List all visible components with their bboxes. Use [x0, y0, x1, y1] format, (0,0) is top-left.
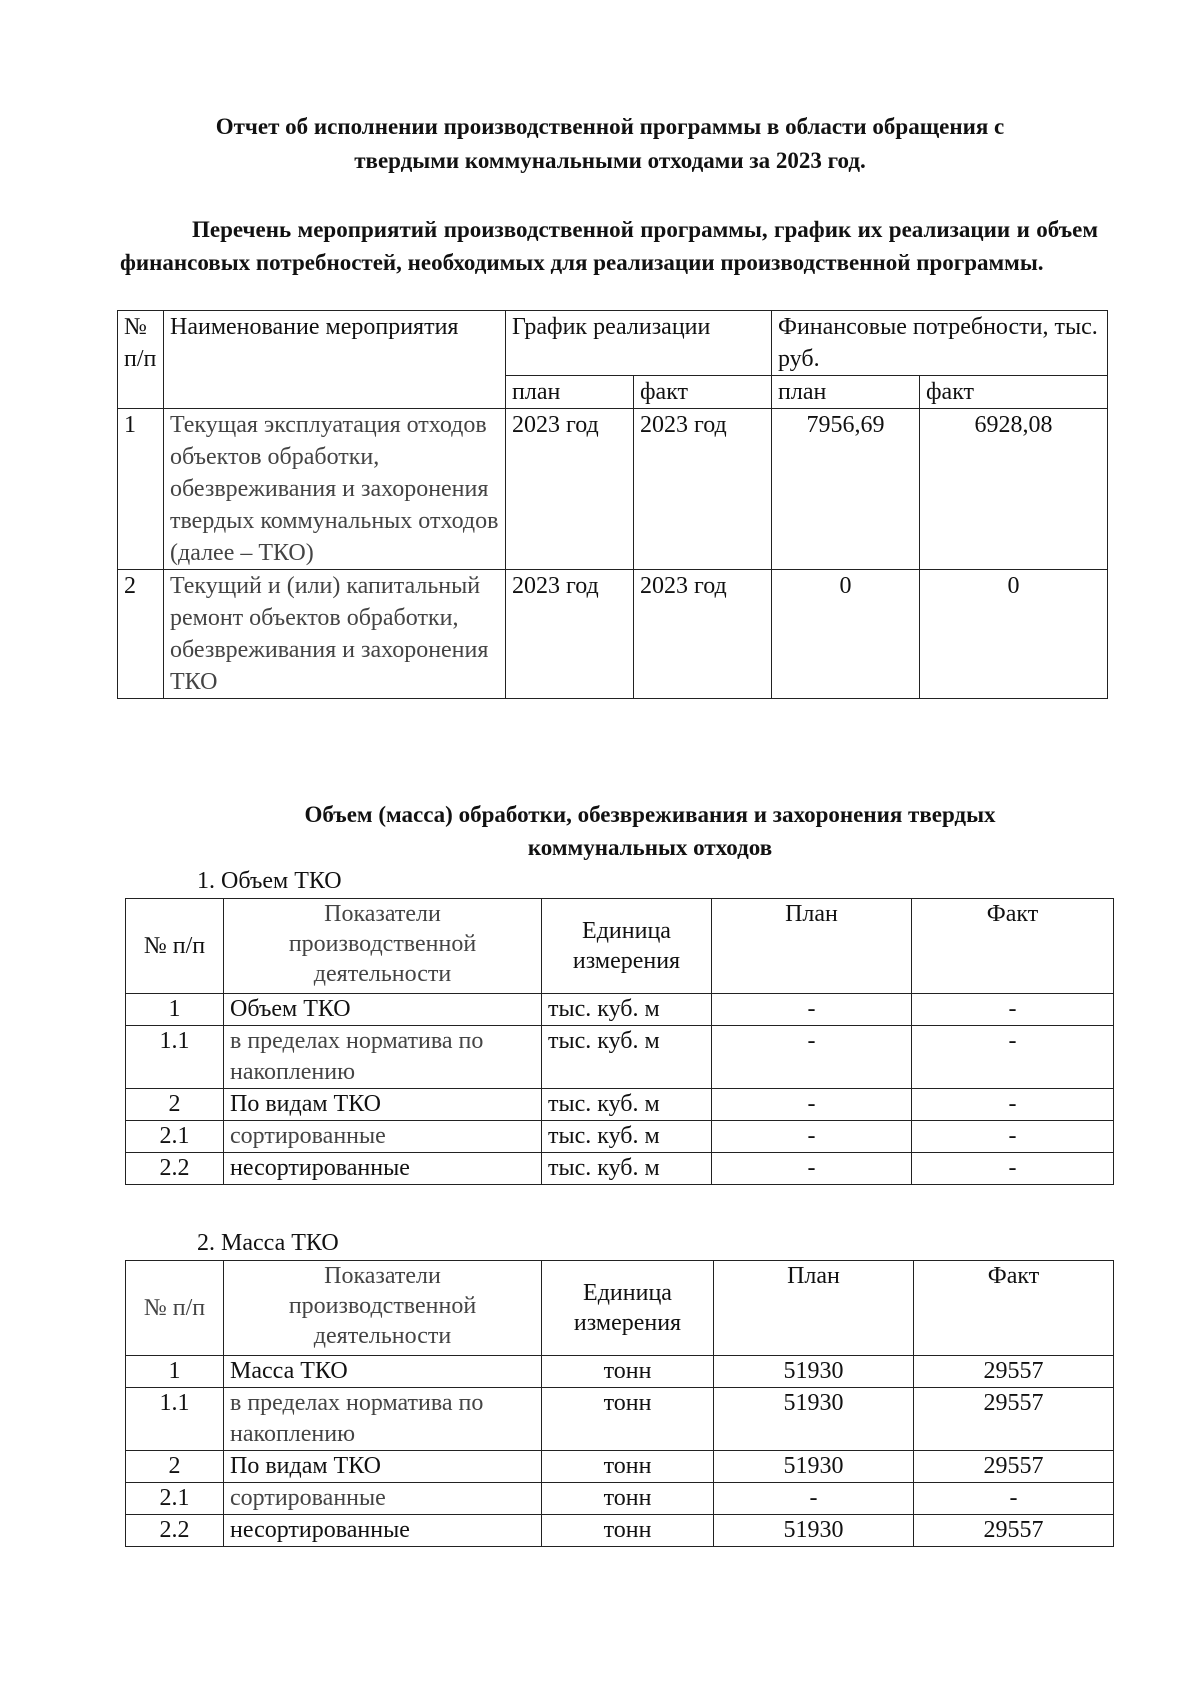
col-header-unit: Единица измерения: [542, 899, 712, 994]
row-unit: тонн: [542, 1356, 714, 1388]
row-finance-fact: 6928,08: [920, 409, 1108, 570]
row-unit: тонн: [542, 1451, 714, 1483]
subheader-finance-plan: план: [772, 376, 920, 409]
mass-table-caption: 2. Масса ТКО: [197, 1230, 339, 1256]
volume-table-caption: 1. Объем ТКО: [197, 868, 342, 894]
row-fact: -: [912, 1153, 1114, 1185]
row-indicator: в пределах норматива по накоплению: [224, 1388, 542, 1451]
row-plan: -: [712, 1121, 912, 1153]
row-fact: -: [912, 1026, 1114, 1089]
table-row: [126, 1451, 1114, 1483]
table-row: [126, 1121, 1114, 1153]
row-num: 1.1: [126, 1388, 224, 1451]
col-header-unit: Единица измерения: [542, 1261, 714, 1356]
table-row: [118, 570, 1108, 699]
row-plan: -: [712, 994, 912, 1026]
row-num: 2: [126, 1089, 224, 1121]
row-fact: 29557: [914, 1451, 1114, 1483]
row-plan: -: [712, 1026, 912, 1089]
document-title: [110, 110, 1110, 178]
volume-table: [125, 898, 1114, 1185]
row-unit: тыс. куб. м: [542, 994, 712, 1026]
col-header-plan: План: [712, 899, 912, 994]
measures-table: [117, 310, 1108, 699]
row-indicator: По видам ТКО: [224, 1451, 542, 1483]
row-name: Текущий и (или) капитальный ремонт объектов обработки, обезвреживания и захоронения ТКО: [164, 570, 506, 699]
row-num: 1: [126, 994, 224, 1026]
table-row: [126, 1515, 1114, 1547]
row-indicator: сортированные: [224, 1121, 542, 1153]
table-row: [126, 1089, 1114, 1121]
table-row: [126, 994, 1114, 1026]
row-finance-fact: 0: [920, 570, 1108, 699]
row-schedule-plan: 2023 год: [506, 570, 634, 699]
row-fact: 29557: [914, 1356, 1114, 1388]
col-header-name: Наименование мероприятия: [164, 311, 506, 409]
table-row: [126, 1483, 1114, 1515]
row-indicator: сортированные: [224, 1483, 542, 1515]
document-title-line1: Отчет об исполнении производственной программы в области обращения с: [215, 114, 1005, 139]
volume-section-title-line1: Объем (масса) обработки, обезвреживания и захоронения твердых: [304, 802, 996, 827]
row-finance-plan: 0: [772, 570, 920, 699]
row-plan: 51930: [714, 1451, 914, 1483]
measures-heading: Перечень мероприятий производственной программы, график их реализации и объем финансовых потребностей, необходимых для реализации производственной программы.: [120, 217, 1098, 275]
row-unit: тыс. куб. м: [542, 1089, 712, 1121]
col-header-indicator: Показатели производственной деятельности: [224, 1261, 542, 1356]
row-fact: -: [912, 1121, 1114, 1153]
row-indicator: несортированные: [224, 1153, 542, 1185]
volume-header-row: [126, 899, 1114, 994]
row-num: 2.2: [126, 1153, 224, 1185]
row-unit: тыс. куб. м: [542, 1153, 712, 1185]
mass-table: [125, 1260, 1114, 1547]
volume-section-title: [200, 798, 1100, 864]
col-header-fact: Факт: [914, 1261, 1114, 1356]
row-indicator: Масса ТКО: [224, 1356, 542, 1388]
row-fact: 29557: [914, 1515, 1114, 1547]
row-unit: тонн: [542, 1515, 714, 1547]
row-indicator: в пределах норматива по накоплению: [224, 1026, 542, 1089]
mass-header-row: [126, 1261, 1114, 1356]
row-indicator: Объем ТКО: [224, 994, 542, 1026]
row-num: 2.1: [126, 1121, 224, 1153]
row-schedule-fact: 2023 год: [634, 570, 772, 699]
row-plan: 51930: [714, 1388, 914, 1451]
col-header-num: № п/п: [126, 1261, 224, 1356]
col-header-finance: Финансовые потребности, тыс. руб.: [772, 311, 1108, 376]
col-header-plan: План: [714, 1261, 914, 1356]
subheader-schedule-fact: факт: [634, 376, 772, 409]
col-header-schedule: График реализации: [506, 311, 772, 376]
row-finance-plan: 7956,69: [772, 409, 920, 570]
document-title-line2: твердыми коммунальными отходами за 2023 год.: [354, 148, 866, 173]
table-row: [126, 1356, 1114, 1388]
row-plan: -: [712, 1153, 912, 1185]
row-num: 2: [118, 570, 164, 699]
col-header-indicator: Показатели производственной деятельности: [224, 899, 542, 994]
row-unit: тонн: [542, 1483, 714, 1515]
subheader-finance-fact: факт: [920, 376, 1108, 409]
row-num: 2: [126, 1451, 224, 1483]
row-num: 2.2: [126, 1515, 224, 1547]
row-plan: 51930: [714, 1515, 914, 1547]
row-plan: 51930: [714, 1356, 914, 1388]
row-fact: -: [914, 1483, 1114, 1515]
row-name: Текущая эксплуатация отходов объектов обработки, обезвреживания и захоронения твердых коммунальных отходов (далее – ТКО): [164, 409, 506, 570]
table-row: [126, 1026, 1114, 1089]
col-header-fact: Факт: [912, 899, 1114, 994]
row-unit: тонн: [542, 1388, 714, 1451]
row-fact: -: [912, 1089, 1114, 1121]
table-row: [126, 1153, 1114, 1185]
row-schedule-fact: 2023 год: [634, 409, 772, 570]
col-header-num: № п/п: [126, 899, 224, 994]
row-unit: тыс. куб. м: [542, 1121, 712, 1153]
volume-section-title-line2: коммунальных отходов: [527, 835, 773, 860]
row-schedule-plan: 2023 год: [506, 409, 634, 570]
row-fact: -: [912, 994, 1114, 1026]
table-row: [126, 1388, 1114, 1451]
row-num: 1: [118, 409, 164, 570]
measures-header-row: [118, 311, 1108, 376]
subheader-schedule-plan: план: [506, 376, 634, 409]
row-num: 1.1: [126, 1026, 224, 1089]
row-plan: -: [712, 1089, 912, 1121]
col-header-num: № п/п: [118, 311, 164, 409]
table-row: [118, 409, 1108, 570]
row-fact: 29557: [914, 1388, 1114, 1451]
row-indicator: несортированные: [224, 1515, 542, 1547]
row-plan: -: [714, 1483, 914, 1515]
row-num: 2.1: [126, 1483, 224, 1515]
row-indicator: По видам ТКО: [224, 1089, 542, 1121]
row-num: 1: [126, 1356, 224, 1388]
row-unit: тыс. куб. м: [542, 1026, 712, 1089]
